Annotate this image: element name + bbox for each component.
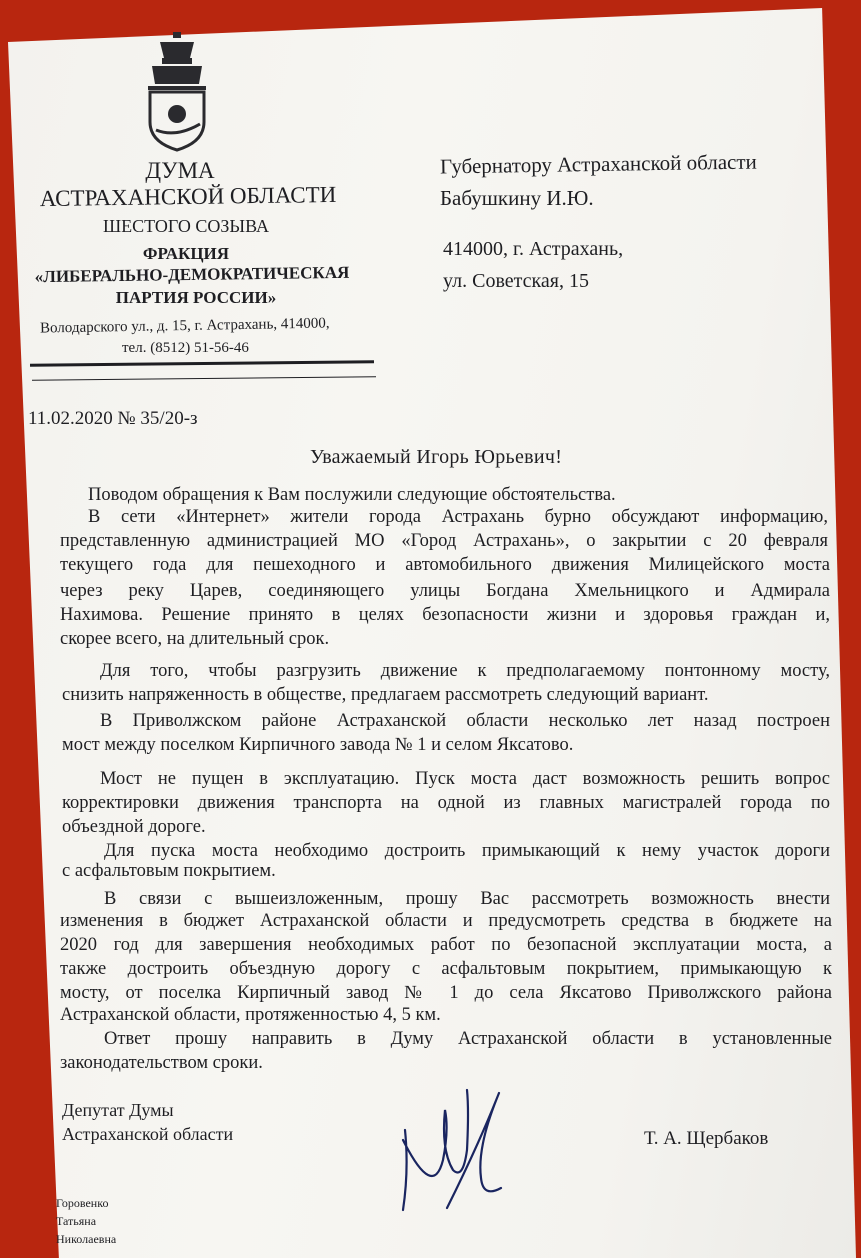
body-line: Для пуска моста необходимо достроить примыкающий к нему участок дороги xyxy=(104,841,830,861)
duma-title: ДУМА xyxy=(145,158,215,183)
addressee-name: Бабушкину И.Ю. xyxy=(440,186,594,210)
region-title: АСТРАХАНСКОЙ ОБЛАСТИ xyxy=(39,181,337,212)
party-name-line1: «ЛИБЕРАЛЬНО-ДЕМОКРАТИЧЕСКАЯ xyxy=(34,262,350,287)
party-name-line2: ПАРТИЯ РОССИИ» xyxy=(115,288,277,307)
faction-label: ФРАКЦИЯ xyxy=(142,244,230,263)
signatory-name: Т. А. Щербаков xyxy=(644,1128,769,1149)
salutation: Уважаемый Игорь Юрьевич! xyxy=(310,446,563,468)
body-line: Мост не пущен в эксплуатацию. Пуск моста даст возможность решить вопрос xyxy=(100,769,830,789)
convocation-label: ШЕСТОГО СОЗЫВА xyxy=(103,216,269,236)
document-date-number: 11.02.2020 № 35/20-з xyxy=(28,408,198,429)
coat-of-arms-emblem xyxy=(140,30,214,152)
body-line: изменения в бюджет Астраханской области и предусмотреть средства в бюджете на xyxy=(60,911,832,931)
body-line: снизить напряженность в обществе, предлагаем рассмотреть следующий вариант. xyxy=(62,685,709,705)
body-line: с асфальтовым покрытием. xyxy=(62,861,276,881)
body-line: мосту, от поселка Кирпичный завод № 1 до села Яксатово Приволжского района xyxy=(60,983,832,1003)
body-line: В сети «Интернет» жители города Астрахань бурно обсуждают информацию, xyxy=(88,507,828,527)
body-line: текущего года для пешеходного и автомобильного движения Милицейского моста xyxy=(60,555,830,575)
body-line: Астраханской области, протяженностью 4, 5 км. xyxy=(60,1005,441,1025)
executor-surname: Горовенко xyxy=(56,1196,109,1210)
executor-first-name: Татьяна xyxy=(56,1214,97,1228)
signatory-title: Депутат Думы xyxy=(62,1100,174,1120)
handwritten-signature xyxy=(385,1080,515,1220)
addressee-position: Губернатору Астраханской области xyxy=(439,149,757,179)
body-line: Поводом обращения к Вам послужили следующие обстоятельства. xyxy=(88,485,616,505)
body-line: скорее всего, на длительный срок. xyxy=(60,629,330,649)
body-line: Для того, чтобы разгрузить движение к предполагаемому понтонному мосту, xyxy=(100,661,830,681)
body-line: 2020 год для завершения необходимых работ по безопасной эксплуатации моста, а xyxy=(60,935,832,955)
signatory-region: Астраханской области xyxy=(62,1124,234,1144)
executor-patronymic: Николаевна xyxy=(56,1232,117,1246)
body-line: мост между поселком Кирпичного завода № 1 и селом Яксатово. xyxy=(62,735,574,755)
addressee-city: 414000, г. Астрахань, xyxy=(443,238,624,260)
sender-phone: тел. (8512) 51-56-46 xyxy=(122,340,249,356)
body-line: Нахимова. Решение принято в целях безопасности жизни и здоровья граждан и, xyxy=(60,605,830,625)
body-line: через реку Царев, соединяющего улицы Богдана Хмельницкого и Адмирала xyxy=(60,581,830,601)
body-line: В Приволжском районе Астраханской области несколько лет назад построен xyxy=(100,711,830,731)
sender-address: Володарского ул., д. 15, г. Астрахань, 414000, xyxy=(39,315,330,337)
body-line: В связи с вышеизложенным, прошу Вас рассмотреть возможность внести xyxy=(104,889,830,909)
body-line: законодательством сроки. xyxy=(60,1053,263,1073)
body-line: объездной дороге. xyxy=(62,817,206,837)
body-line: корректировки движения транспорта на одной из главных магистралей города по xyxy=(62,793,830,813)
body-line: представленную администрацией МО «Город Астрахань», о закрытии с 20 февраля xyxy=(60,531,828,551)
addressee-street: ул. Советская, 15 xyxy=(443,270,589,292)
body-line: также достроить объездную дорогу с асфальтовым покрытием, примыкающую к xyxy=(60,959,832,979)
body-line: Ответ прошу направить в Думу Астраханской области в установленные xyxy=(104,1029,832,1049)
